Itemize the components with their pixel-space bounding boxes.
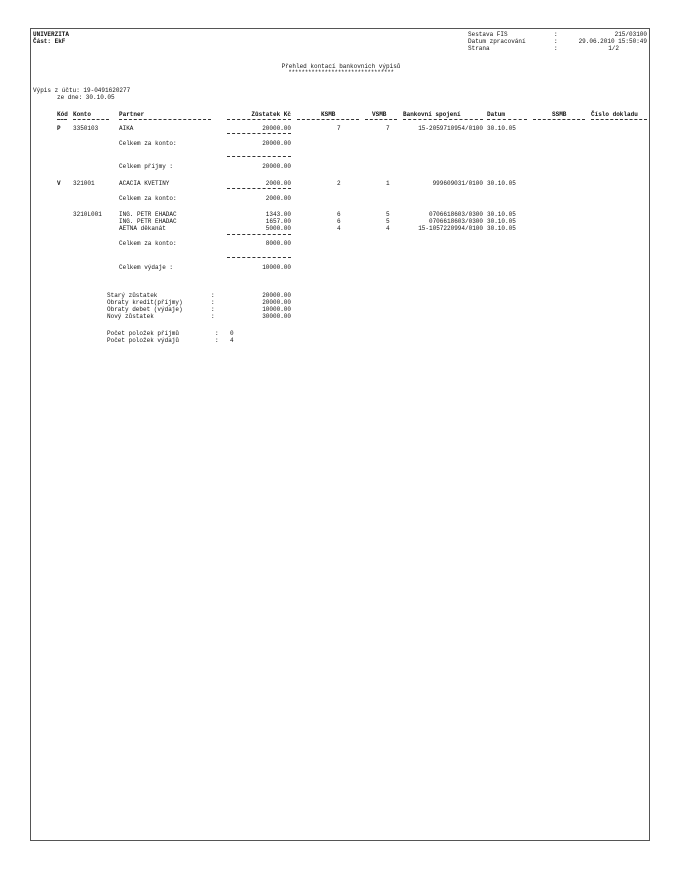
summary-credit-value: 20000.00 xyxy=(262,299,291,306)
count-income-label: Počet položek příjmů xyxy=(107,330,180,337)
row-amount: 20000.00 xyxy=(262,125,291,132)
divider xyxy=(591,119,647,120)
row-amount: 2000.00 xyxy=(265,180,291,187)
row-date: 30.10.05 xyxy=(487,211,516,218)
row-vs: 1 xyxy=(386,180,390,187)
report-page xyxy=(30,28,650,841)
summary-old-value: 20000.00 xyxy=(262,292,291,299)
divider xyxy=(227,156,291,157)
row-vs: 7 xyxy=(386,125,390,132)
row-amount: 5000.00 xyxy=(265,225,291,232)
divider xyxy=(119,119,211,120)
row-konto: 3350103 xyxy=(73,125,99,132)
colon: : xyxy=(211,299,215,306)
divider xyxy=(227,133,291,134)
page-label: Strana xyxy=(468,45,490,52)
row-konto: 321001 xyxy=(73,180,95,187)
report-title: Přehled kontací bankovních výpisů xyxy=(281,63,401,70)
page-number: 1/2 xyxy=(608,45,619,52)
divider xyxy=(297,119,359,120)
income-total-label: Celkem příjmy : xyxy=(119,163,174,170)
row-bank: 15-2059710954/0100 xyxy=(418,125,483,132)
row-partner: AIKA xyxy=(119,125,134,132)
org-name: UNIVERZITA xyxy=(33,31,70,38)
row-ks: 6 xyxy=(337,218,341,225)
col-zustatek: Zůstatek Kč xyxy=(251,111,291,118)
col-konto: Konto xyxy=(73,111,92,118)
summary-new-label: Nový zůstatek xyxy=(107,313,154,320)
col-partner: Partner xyxy=(119,111,145,118)
row-date: 30.10.05 xyxy=(487,125,516,132)
statement-date: ze dne: 30.10.05 xyxy=(57,94,115,101)
row-ks: 2 xyxy=(337,180,341,187)
row-partner: ING. PETR EHADAC xyxy=(119,211,177,218)
row-date: 30.10.05 xyxy=(487,218,516,225)
divider xyxy=(365,119,397,120)
summary-old-label: Starý zůstatek xyxy=(107,292,158,299)
divider xyxy=(227,119,291,120)
row-date: 30.10.05 xyxy=(487,225,516,232)
row-code: V xyxy=(57,180,61,187)
row-bank: 999609031/0100 xyxy=(432,180,483,187)
divider xyxy=(227,234,291,235)
row-partner: ING. PETR EHADAC xyxy=(119,218,177,225)
report-number: 215/03100 xyxy=(614,31,647,38)
row-amount: 1343.00 xyxy=(265,211,291,218)
expense-total-label: Celkem výdaje : xyxy=(119,264,174,271)
row-vs: 5 xyxy=(386,218,390,225)
sum-label: Celkem za konto: xyxy=(119,140,177,147)
row-ks: 6 xyxy=(337,211,341,218)
summary-debit-value: 10000.00 xyxy=(262,306,291,313)
title-underline: ******************************** xyxy=(288,69,394,76)
summary-debit-label: Obraty debet (výdaje) xyxy=(107,306,183,313)
colon: : xyxy=(215,330,219,337)
col-ssmb: SSMB xyxy=(552,111,567,118)
colon: : xyxy=(211,306,215,313)
sum-label: Celkem za konto: xyxy=(119,195,177,202)
count-expense-value: 4 xyxy=(230,337,234,344)
row-ks: 7 xyxy=(337,125,341,132)
col-kod: Kód xyxy=(57,111,68,118)
summary-credit-label: Obraty kredit(příjmy) xyxy=(107,299,183,306)
expense-total-value: 10000.00 xyxy=(262,264,291,271)
divider xyxy=(487,119,527,120)
divider xyxy=(403,119,483,120)
row-amount: 1657.00 xyxy=(265,218,291,225)
count-expense-label: Počet položek výdajů xyxy=(107,337,180,344)
processed-label: Datum zpracování xyxy=(468,38,526,45)
processed-datetime: 29.06.2010 15:50:49 xyxy=(578,38,647,45)
colon: : xyxy=(211,292,215,299)
sum-value: 2000.00 xyxy=(265,195,291,202)
sum-value: 20000.00 xyxy=(262,140,291,147)
col-doklad: Číslo dokladu xyxy=(591,111,638,118)
count-income-value: 0 xyxy=(230,330,234,337)
row-konto: 3210L001 xyxy=(73,211,102,218)
row-bank: 15-1057220994/0100 xyxy=(418,225,483,232)
report-label: Sestava FIS xyxy=(468,31,508,38)
row-vs: 5 xyxy=(386,211,390,218)
row-code: P xyxy=(57,125,61,132)
colon: : xyxy=(211,313,215,320)
row-bank: 0706618603/0300 xyxy=(428,211,483,218)
divider xyxy=(227,257,291,258)
row-partner: ACACIA KVETINY xyxy=(119,180,170,187)
sum-label: Celkem za konto: xyxy=(119,240,177,247)
divider xyxy=(57,119,67,120)
col-vsmb: VSMB xyxy=(372,111,387,118)
colon: : xyxy=(554,38,558,45)
divider xyxy=(533,119,585,120)
divider xyxy=(73,119,109,120)
col-bank: Bankovní spojení xyxy=(403,111,461,118)
row-ks: 4 xyxy=(337,225,341,232)
org-part: Část: EkF xyxy=(33,38,66,45)
colon: : xyxy=(554,45,558,52)
col-ksmb: KSMB xyxy=(321,111,336,118)
row-partner: AETNA děkanát xyxy=(119,225,166,232)
col-datum: Datum xyxy=(487,111,506,118)
income-total-value: 20000.00 xyxy=(262,163,291,170)
summary-new-value: 30000.00 xyxy=(262,313,291,320)
colon: : xyxy=(554,31,558,38)
row-bank: 0706618603/0300 xyxy=(428,218,483,225)
divider xyxy=(227,188,291,189)
statement-account: Výpis z účtu: 19-0491620277 xyxy=(33,87,131,94)
row-vs: 4 xyxy=(386,225,390,232)
sum-value: 8000.00 xyxy=(265,240,291,247)
row-date: 30.10.05 xyxy=(487,180,516,187)
colon: : xyxy=(215,337,219,344)
